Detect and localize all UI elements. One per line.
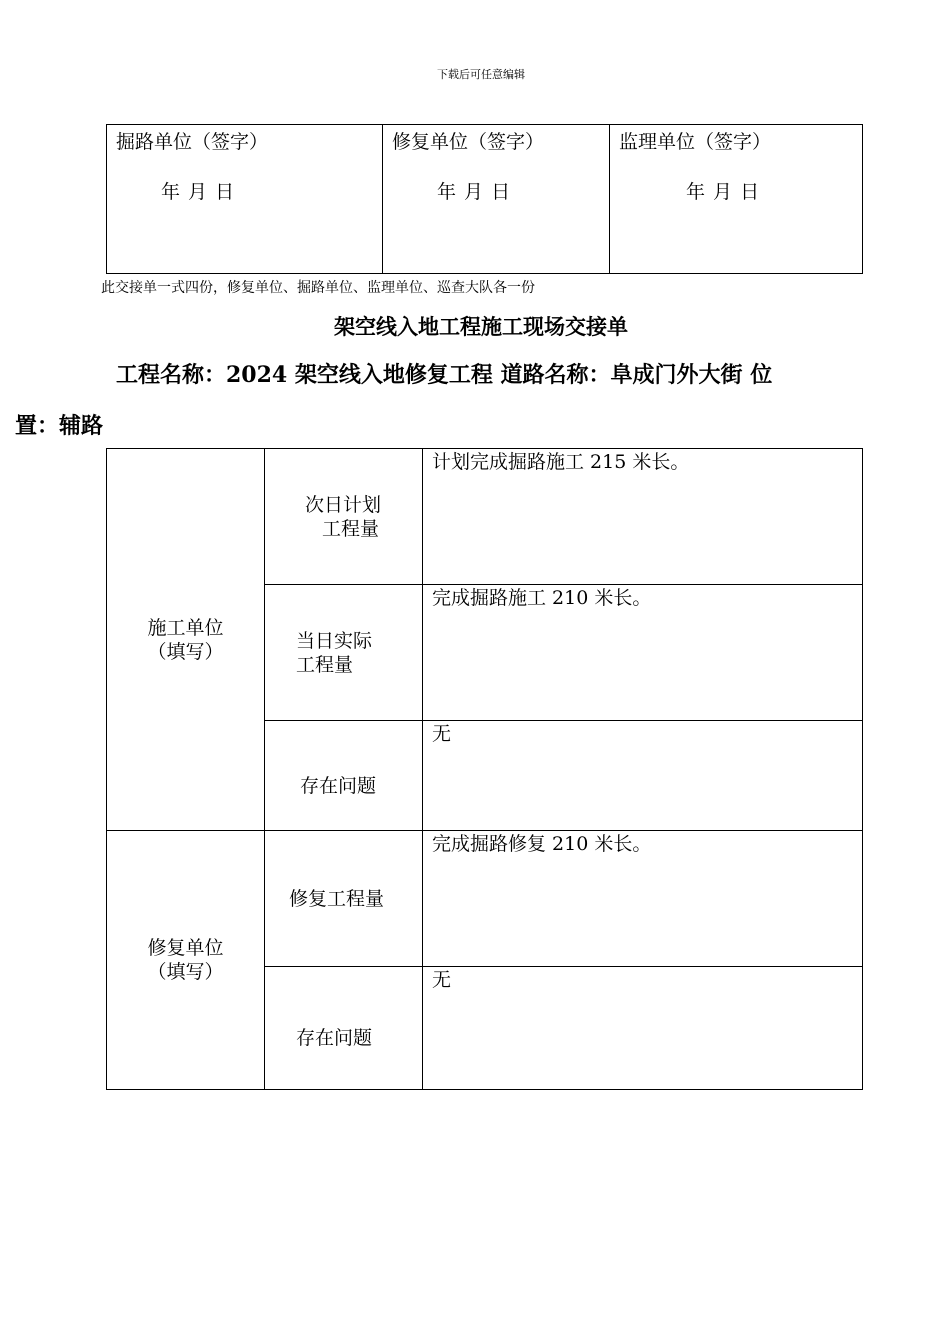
item-label: 修复工程量 [289,887,385,910]
item-cell [265,831,423,967]
signature-label: 修复单位（签字） [392,131,545,153]
item-cell [265,967,423,1090]
copies-note: 此交接单一式四份，修复单位、掘路单位、监理单位、巡查大队各一份 [101,280,535,296]
signature-date: 年 月 日 [161,181,236,203]
signature-cell-excavation [107,125,383,274]
construction-unit-label: 施工单位 [147,616,224,639]
construction-unit-cell [107,449,265,831]
signature-label: 掘路单位（签字） [116,131,269,153]
item-label: 次日计划 [305,493,382,516]
content-cell: 无 [423,721,863,831]
item-label: 工程量 [322,517,380,540]
header-note: 下载后可任意编辑 [437,68,525,81]
project-info-line-2: 置：辅路 [15,413,104,439]
item-cell [265,585,423,721]
construction-unit-note: （填写） [147,640,224,663]
table-row [107,831,863,967]
signature-date: 年 月 日 [437,181,512,203]
table-row [107,449,863,585]
item-label: 存在问题 [296,1027,373,1049]
repair-unit-label: 修复单位 [147,937,224,959]
item-cell [265,449,423,585]
signature-table [106,124,863,274]
repair-unit-note: （填写） [147,961,224,983]
project-info-line-1: 工程名称：2024 架空线入地修复工程 道路名称：阜成门外大街 位 [116,362,773,388]
item-cell [265,721,423,831]
signature-cell-supervision [610,125,863,274]
signature-cell-repair [383,125,610,274]
content-cell: 完成掘路修复 210 米长。 [423,831,863,967]
content-cell: 计划完成掘路施工 215 米长。 [423,449,863,585]
item-label: 存在问题 [300,774,377,797]
item-label: 工程量 [296,653,354,676]
signature-label: 监理单位（签字） [619,131,772,153]
item-label: 当日实际 [296,629,373,652]
signature-row [107,125,863,274]
handover-table [106,448,863,1090]
content-cell: 无 [423,967,863,1090]
document-title: 架空线入地工程施工现场交接单 [334,314,628,339]
content-cell: 完成掘路施工 210 米长。 [423,585,863,721]
repair-unit-cell [107,831,265,1090]
signature-date: 年 月 日 [686,181,761,203]
